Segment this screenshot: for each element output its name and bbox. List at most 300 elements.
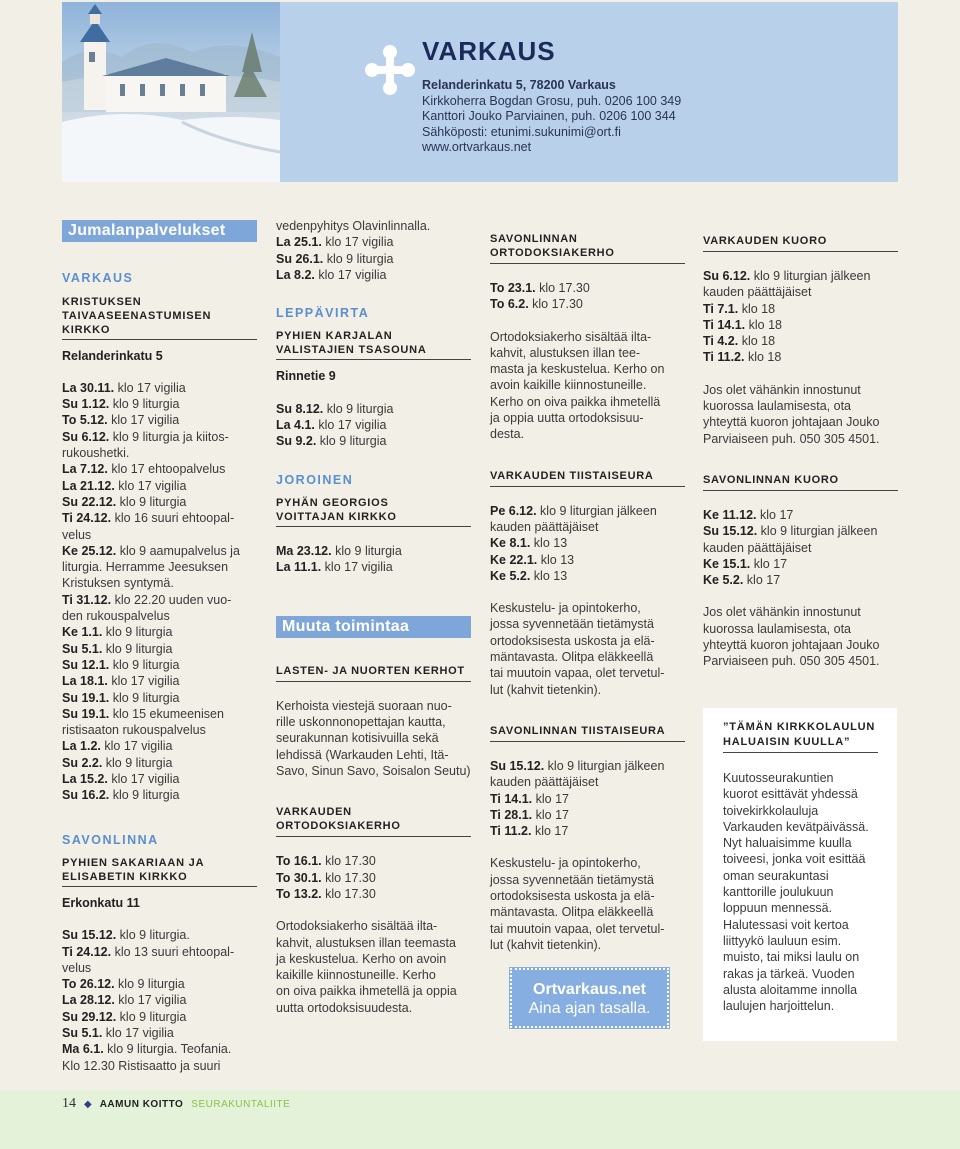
schedule-date: Su 12.1.	[62, 657, 110, 672]
text-line: toivekirkkolauluja	[723, 803, 819, 818]
schedule-date: Pe 6.12.	[490, 503, 537, 518]
text-line: jossa syvennetään tietämystä	[490, 617, 654, 632]
schedule-line	[703, 556, 898, 572]
text-line: oman seurakuntasi	[723, 868, 829, 883]
schedule-detail: klo 17 vigilia	[314, 267, 387, 282]
text-line: Kerho on oiva paikka ihmetellä	[490, 394, 661, 409]
schedule-list	[490, 503, 685, 584]
schedule-line	[276, 433, 471, 449]
schedule-detail: klo 17 vigilia	[107, 413, 180, 428]
notice-heading	[723, 720, 878, 753]
schedule-detail: klo 9 liturgian jälkeen	[757, 524, 878, 539]
schedule-detail: klo 17	[532, 791, 570, 806]
text-line: Parviaiseen puh. 050 305 4501.	[703, 431, 880, 446]
schedule-detail: klo 18	[745, 317, 783, 332]
schedule-date: Ti 4.2.	[703, 334, 739, 349]
schedule-line	[490, 296, 685, 312]
schedule-date: Su 29.12.	[62, 1009, 117, 1024]
orthodox-cross-icon	[362, 42, 418, 98]
schedule-line	[62, 412, 257, 428]
text-line: Ortodoksiakerho sisältää ilta-	[276, 919, 438, 934]
church-address: Relanderinkatu 5	[62, 348, 163, 363]
location-heading: SAVONLINNA	[62, 832, 159, 847]
schedule-date: Su 2.2.	[62, 755, 103, 770]
church-photo	[62, 2, 280, 182]
schedule-list	[276, 401, 471, 450]
church-name-line: PYHIEN KARJALAN	[276, 330, 393, 343]
schedule-line	[62, 673, 257, 689]
schedule-line	[62, 527, 257, 543]
schedule-detail: klo 17 vigilia	[114, 993, 187, 1008]
paragraph	[276, 698, 471, 779]
schedule-line	[62, 787, 257, 803]
schedule-line	[276, 870, 471, 886]
schedule-date: Ke 5.2.	[703, 573, 744, 588]
schedule-list	[703, 507, 898, 588]
text-line: yhteyttä kuoron johtajaan Jouko	[703, 415, 880, 430]
schedule-detail: klo 17 vigilia	[107, 674, 180, 689]
subsection-heading: VARKAUDEN KUORO	[703, 234, 898, 252]
church-address: Rinnetie 9	[276, 369, 336, 384]
schedule-detail: klo 17	[750, 556, 788, 571]
schedule-detail: klo 13	[537, 552, 575, 567]
schedule-detail: klo 17 ehtoopalvelus	[107, 462, 226, 477]
text-line: Varkauden kevätpäivässä.	[723, 819, 869, 834]
schedule-date: To 30.1.	[276, 870, 322, 885]
subsection-heading: LASTEN- JA NUORTEN KERHOT	[276, 664, 471, 682]
schedule-date: Su 19.1.	[62, 706, 110, 721]
church-illustration	[62, 2, 280, 182]
paragraph	[490, 855, 685, 953]
schedule-detail: klo 9 liturgia	[114, 977, 185, 992]
notice-heading-line: HALUAISIN KUULLA”	[723, 736, 851, 748]
church-name	[276, 496, 471, 527]
schedule-detail: kauden päättäjäiset	[703, 285, 812, 300]
ad-title: Ortvarkaus.net	[533, 981, 646, 998]
schedule-date: Su 15.12.	[703, 524, 758, 539]
schedule-detail: klo 9 liturgian jälkeen	[544, 758, 665, 773]
text-line: avoin kaikille kiinnostuneille.	[490, 378, 647, 393]
schedule-date: Ti 14.1.	[490, 791, 533, 806]
schedule-detail: klo 17 vigilia	[321, 560, 393, 575]
schedule-line	[62, 641, 257, 657]
schedule-date: To 23.1.	[490, 281, 536, 295]
schedule-detail: klo 9 liturgia	[109, 397, 180, 412]
subsection-heading: SAVONLINNAN TIISTAISEURA	[490, 724, 685, 742]
text-line: Kuutosseurakuntien	[723, 771, 834, 785]
schedule-date: To 5.12.	[62, 413, 108, 428]
schedule-line	[62, 543, 257, 559]
schedule-line	[62, 559, 257, 575]
schedule-detail: kauden päättäjäiset	[490, 519, 599, 534]
text-line: ja oppia uutta ortodoksisuu-	[490, 411, 644, 426]
schedule-line	[62, 755, 257, 771]
schedule-line	[490, 519, 685, 535]
schedule-line	[62, 396, 257, 412]
schedule-line	[62, 445, 257, 461]
schedule-date: Su 19.1.	[62, 690, 110, 705]
email-line: Sähköposti: etunimi.sukunimi@ort.fi	[422, 124, 621, 139]
text-line: uutta ortodoksisuudesta.	[276, 1000, 413, 1015]
schedule-line	[703, 333, 898, 349]
text-line: mäntavasta. Olitpa eläkkeellä	[490, 905, 654, 920]
schedule-date: La 28.12.	[62, 993, 115, 1008]
schedule-detail: klo 9 liturgia ja kiitos-	[109, 429, 229, 444]
schedule-line	[62, 1058, 257, 1074]
schedule-detail: klo 17	[756, 507, 794, 522]
church-name-line: ELISABETIN KIRKKO	[62, 870, 188, 883]
schedule-line	[62, 960, 257, 976]
schedule-line	[490, 791, 685, 807]
text-line: kuorossa laulamisesta, ota	[703, 621, 851, 636]
schedule-detail: klo 15 ekumeenisen	[109, 706, 224, 721]
schedule-detail: velus	[62, 527, 92, 542]
schedule-line	[490, 503, 685, 519]
schedule-detail: klo 9 liturgian jälkeen	[750, 269, 871, 283]
schedule-line	[62, 461, 257, 477]
schedule-date: Su 1.12.	[62, 397, 110, 412]
church-name-line: PYHÄN GEORGIOS	[276, 496, 389, 509]
notice-text	[723, 770, 888, 1014]
text-line: muisto, tai miksi laulu on	[723, 950, 860, 965]
schedule-line	[62, 1041, 257, 1057]
schedule-date: Su 6.12.	[703, 269, 751, 283]
church-name-line: KRISTUKSEN	[62, 295, 142, 308]
schedule-line	[703, 268, 898, 284]
schedule-line	[62, 1025, 257, 1041]
schedule-date: To 26.12.	[62, 977, 115, 992]
schedule-detail: klo 9 liturgian jälkeen	[536, 503, 657, 518]
schedule-date: La 1.2.	[62, 739, 101, 754]
schedule-line	[276, 417, 471, 433]
schedule-detail: klo 13	[530, 536, 568, 551]
schedule-date: Su 15.12.	[62, 928, 117, 943]
location-heading: LEPPÄVIRTA	[276, 306, 370, 321]
text-line: ja keskustelua. Kerho on avoin	[276, 951, 447, 966]
schedule-line	[703, 301, 898, 317]
diamond-icon: ◆	[84, 1098, 92, 1110]
publication-name: AAMUN KOITTO	[99, 1098, 184, 1110]
contact-info	[422, 78, 681, 156]
schedule-detail: liturgia. Herramme Jeesuksen	[62, 560, 229, 575]
column-varkaus	[62, 220, 257, 1074]
schedule-date: La 30.11.	[62, 380, 115, 395]
schedule-detail: klo 9 liturgia	[109, 690, 180, 705]
schedule-line	[276, 251, 471, 267]
schedule-detail: klo 17 vigilia	[114, 380, 186, 395]
schedule-line	[62, 624, 257, 640]
schedule-detail: klo 9 liturgia.	[116, 928, 190, 943]
schedule-line	[703, 349, 898, 365]
location-heading: JOROINEN	[276, 472, 354, 487]
schedule-date: Su 6.12.	[62, 429, 110, 444]
schedule-date: To 16.1.	[276, 854, 322, 869]
schedule-line	[490, 280, 685, 296]
schedule-line	[62, 771, 257, 787]
text-line: ortodoksisesta uskosta ja elä-	[490, 633, 655, 648]
text-line: tai muutoin vapaa, olet tervetul-	[490, 666, 665, 681]
section-heading: Jumalanpalvelukset	[62, 220, 257, 242]
schedule-list	[276, 853, 471, 902]
text-line: kaikille kiinnostuneille. Kerho	[276, 968, 436, 983]
schedule-detail: klo 17 vigilia	[321, 235, 394, 250]
text-line: toiveesi, jonka voit esittää	[723, 852, 866, 867]
text-line: yhteyttä kuoron johtajaan Jouko	[703, 638, 880, 653]
schedule-detail: klo 17.30	[321, 854, 376, 869]
schedule-date: Ti 11.2.	[703, 350, 745, 365]
schedule-date: Su 5.1.	[62, 1025, 103, 1040]
schedule-date: Su 8.12.	[276, 401, 324, 416]
schedule-detail: klo 16 suuri ehtoopal-	[111, 511, 235, 526]
schedule-date: Ke 25.12.	[62, 543, 117, 558]
text-line: jossa syvennetään tietämystä	[490, 872, 654, 887]
schedule-list	[276, 218, 471, 283]
schedule-detail: klo 9 liturgia	[109, 657, 180, 672]
text-line: kahvit, alustuksen illan teemasta	[276, 935, 456, 950]
schedule-date: La 7.12.	[62, 462, 108, 477]
schedule-date: Ti 14.1.	[703, 317, 746, 332]
contact-line: Kirkkoherra Bogdan Grosu, puh. 0206 100 349	[422, 93, 682, 108]
church-name	[62, 295, 257, 340]
text-line: kanttorille joulukuun	[723, 885, 834, 900]
schedule-detail: klo 17	[743, 573, 781, 588]
schedule-detail: klo 9 liturgia	[323, 401, 394, 416]
schedule-date: La 11.1.	[276, 560, 322, 575]
text-line: Kerhoista viestejä suoraan nuo-	[276, 698, 452, 713]
paragraph	[276, 918, 471, 1016]
church-address: Erkonkatu 11	[62, 895, 140, 910]
text-line: rille uskonnonopettajan kautta,	[276, 715, 446, 730]
text-line: Savo, Sinun Savo, Soisalon Seutu)	[276, 764, 471, 779]
text-line: Jos olet vähänkin innostunut	[703, 382, 861, 397]
schedule-date: Ma 23.12.	[276, 543, 332, 558]
schedule-detail: klo 18	[738, 334, 776, 349]
schedule-line	[276, 234, 471, 250]
text-line: mäntavasta. Olitpa eläkkeellä	[490, 650, 654, 665]
text-line: ortodoksisesta uskosta ja elä-	[490, 889, 655, 904]
schedule-date: Ke 1.1.	[62, 625, 103, 640]
schedule-detail: klo 9 aamupalvelus ja	[116, 543, 240, 558]
schedule-line	[490, 552, 685, 568]
schedule-line	[490, 535, 685, 551]
schedule-date: Ke 8.1.	[490, 536, 531, 551]
text-line: on oiva paikka ihmetellä ja oppia	[276, 984, 457, 999]
schedule-list	[62, 927, 257, 1074]
schedule-line	[62, 478, 257, 494]
schedule-line	[62, 429, 257, 445]
schedule-line	[62, 690, 257, 706]
schedule-line	[490, 807, 685, 823]
schedule-date: To 6.2.	[490, 297, 529, 312]
schedule-line	[62, 738, 257, 754]
schedule-line	[703, 317, 898, 333]
text-line: Keskustelu- ja opintokerho,	[490, 856, 641, 871]
column-kerhot	[490, 232, 685, 953]
schedule-detail: klo 9 liturgia. Teofania.	[103, 1042, 232, 1057]
schedule-date: Ke 22.1.	[490, 552, 538, 567]
schedule-line	[703, 572, 898, 588]
location-heading: VARKAUS	[62, 271, 134, 286]
schedule-list	[490, 758, 685, 839]
schedule-line	[62, 380, 257, 396]
text-line: lehdissä (Warkauden Lehti, Itä-	[276, 747, 449, 762]
address-line: Relanderinkatu 5, 78200 Varkaus	[422, 78, 616, 92]
notice-heading-line: ”TÄMÄN KIRKKOLAULUN	[723, 721, 876, 733]
schedule-detail: klo 17 vigilia	[107, 772, 180, 787]
text-line: loppuun mennessä.	[723, 901, 833, 916]
schedule-detail: klo 9 liturgia	[109, 788, 180, 803]
church-name-line: VALISTAJIEN TSASOUNA	[276, 344, 427, 357]
schedule-date: Ti 7.1.	[703, 301, 739, 316]
schedule-detail: klo 17 vigilia	[314, 418, 387, 433]
schedule-line	[62, 1009, 257, 1025]
schedule-list	[703, 268, 898, 366]
schedule-date: Ti 24.12.	[62, 511, 112, 526]
schedule-detail: klo 9 liturgia	[102, 641, 173, 656]
paragraph	[703, 382, 898, 447]
schedule-line	[62, 494, 257, 510]
schedule-date: La 4.1.	[276, 418, 315, 433]
text-line: Jos olet vähänkin innostunut	[703, 605, 861, 620]
schedule-date: Ti 31.12.	[62, 592, 112, 607]
website-ad[interactable]	[509, 967, 670, 1029]
page-number: 14	[62, 1096, 76, 1111]
text-line: laulujen harjoittelun.	[723, 999, 835, 1014]
text-line: seurakunnan kotisivuilla sekä	[276, 731, 439, 746]
schedule-line	[276, 559, 471, 575]
schedule-line	[62, 992, 257, 1008]
schedule-detail: kauden päättäjäiset	[703, 540, 812, 555]
schedule-detail: klo 17.30	[321, 886, 376, 901]
text-line: Halutessasi voit kertoa	[723, 917, 849, 932]
schedule-detail: klo 9 liturgia	[331, 543, 402, 558]
schedule-date: La 18.1.	[62, 674, 108, 689]
schedule-line	[703, 507, 898, 523]
schedule-detail: klo 17.30	[535, 281, 590, 295]
schedule-detail: klo 17	[531, 824, 569, 839]
text-line: Ortodoksiakerho sisältää ilta-	[490, 329, 652, 344]
schedule-detail: klo 17.30	[528, 297, 583, 312]
schedule-line	[62, 608, 257, 624]
schedule-detail: klo 17.30	[321, 870, 376, 885]
church-name-line: TAIVAASEENASTUMISEN KIRKKO	[62, 309, 212, 336]
paragraph	[490, 600, 685, 698]
schedule-list	[62, 380, 257, 804]
schedule-detail: klo 17 vigilia	[102, 1025, 174, 1040]
text-line: lut (kahvit tietenkin).	[490, 937, 602, 952]
schedule-detail: velus	[62, 960, 92, 975]
subsection-heading: SAVONLINNAN KUORO	[703, 473, 898, 491]
schedule-date: Ma 6.1.	[62, 1042, 104, 1057]
text-line: masta ja keskustelua. Kerho on	[490, 362, 665, 377]
schedule-detail: klo 18	[744, 350, 782, 365]
church-name	[276, 329, 471, 360]
schedule-detail: klo 9 liturgia	[116, 1009, 187, 1024]
text-line: liittyykö lauluun esim.	[723, 933, 842, 948]
schedule-date: Su 9.2.	[276, 434, 317, 449]
schedule-line	[276, 886, 471, 902]
schedule-date: Ti 24.12.	[62, 944, 112, 959]
schedule-line	[490, 758, 685, 774]
schedule-date: Ke 5.2.	[490, 568, 531, 583]
schedule-detail: ristisaaton rukouspalvelus	[62, 723, 206, 738]
schedule-detail: den rukouspalvelus	[62, 609, 170, 624]
schedule-list	[490, 280, 685, 313]
schedule-line	[276, 543, 471, 559]
schedule-detail: rukoushetki.	[62, 446, 130, 461]
schedule-line	[276, 401, 471, 417]
schedule-detail: klo 17 vigilia	[100, 739, 173, 754]
schedule-detail: klo 17	[532, 807, 570, 822]
schedule-date: Ke 11.12.	[703, 507, 757, 522]
schedule-line	[490, 774, 685, 790]
schedule-date: Su 5.1.	[62, 641, 103, 656]
schedule-detail: klo 9 liturgia	[323, 251, 394, 266]
text-line: kuorot esittävät yhdessä	[723, 787, 858, 802]
ad-subtitle: Aina ajan tasalla.	[528, 1000, 651, 1017]
schedule-date: Su 22.12.	[62, 494, 117, 509]
schedule-line	[62, 510, 257, 526]
schedule-detail: klo 22.20 uuden vuo-	[111, 592, 232, 607]
text-line: Nyt haluaisimme kuulla	[723, 836, 852, 851]
text-line: alusta aloitamme innolla	[723, 982, 858, 997]
schedule-line	[276, 218, 471, 234]
contact-line: Kanttori Jouko Parviainen, puh. 0206 100 344	[422, 109, 676, 123]
footer	[62, 1096, 290, 1112]
schedule-date: La 25.1.	[276, 235, 322, 250]
schedule-detail: vedenpyhitys Olavinlinnalla.	[276, 219, 431, 233]
schedule-detail: klo 18	[738, 301, 776, 316]
subsection-heading: VARKAUDEN TIISTAISEURA	[490, 469, 685, 487]
schedule-line	[703, 540, 898, 556]
schedule-detail: kauden päättäjäiset	[490, 775, 599, 790]
publication-section: SEURAKUNTALIITE	[191, 1098, 291, 1110]
schedule-date: Su 16.2.	[62, 788, 110, 803]
schedule-line	[62, 657, 257, 673]
schedule-line	[62, 706, 257, 722]
schedule-line	[276, 853, 471, 869]
text-line: Keskustelu- ja opintokerho,	[490, 601, 641, 616]
schedule-date: Ti 11.2.	[490, 824, 532, 839]
song-request-notice	[703, 708, 897, 1041]
schedule-date: Ti 28.1.	[490, 807, 533, 822]
schedule-line	[62, 927, 257, 943]
church-name-line: VOITTAJAN KIRKKO	[276, 510, 397, 523]
schedule-line	[62, 722, 257, 738]
schedule-line	[276, 267, 471, 283]
subsection-heading: SAVONLINNAN ORTODOKSIAKERHO	[490, 232, 685, 264]
column-kuorot	[703, 234, 898, 670]
schedule-detail: klo 9 liturgia	[102, 755, 173, 770]
church-name	[62, 856, 257, 887]
schedule-detail: klo 17 vigilia	[114, 478, 187, 493]
schedule-line	[490, 568, 685, 584]
schedule-detail: klo 9 liturgia	[116, 494, 187, 509]
schedule-date: Su 15.12.	[490, 758, 545, 773]
text-line: kuorossa laulamisesta, ota	[703, 399, 851, 414]
section-heading: Muuta toimintaa	[276, 616, 471, 638]
schedule-date: La 15.2.	[62, 772, 108, 787]
schedule-detail: Klo 12.30 Ristisaatto ja suuri	[62, 1058, 221, 1073]
schedule-date: Ke 15.1.	[703, 556, 751, 571]
column-leppavirta	[276, 218, 471, 1016]
schedule-line	[62, 592, 257, 608]
schedule-date: La 21.12.	[62, 478, 115, 493]
text-line: desta.	[490, 427, 525, 442]
schedule-detail: klo 9 liturgia	[102, 625, 173, 640]
schedule-detail: klo 13 suuri ehtoopal-	[111, 944, 235, 959]
website-link[interactable]: www.ortvarkaus.net	[422, 140, 532, 154]
